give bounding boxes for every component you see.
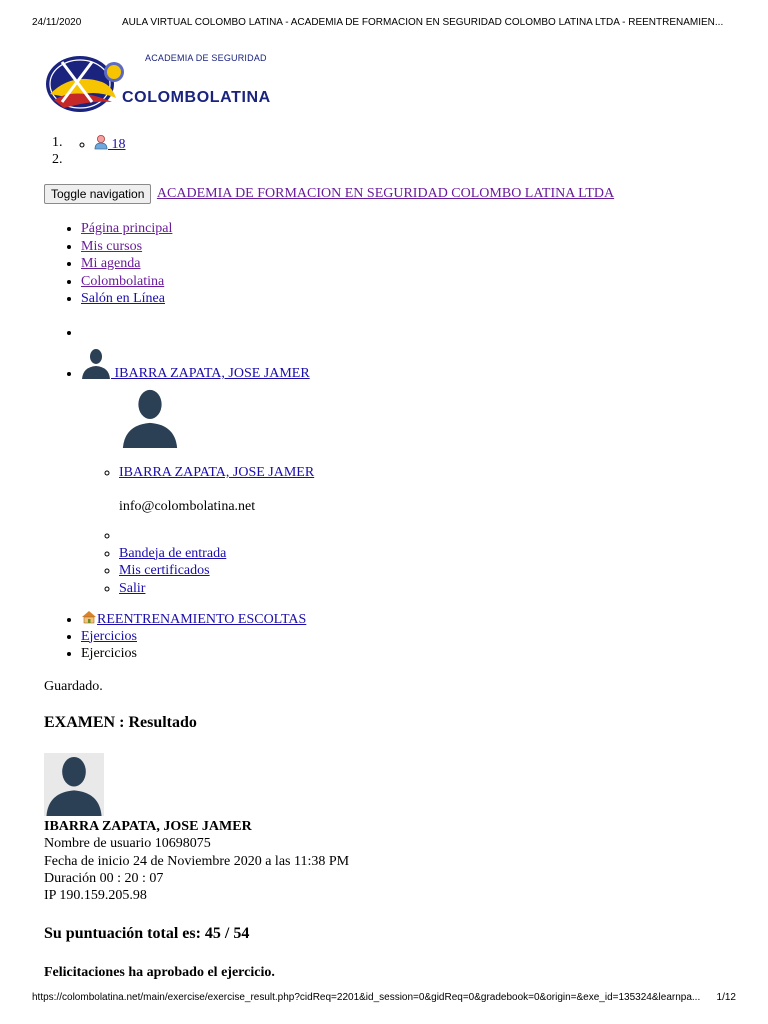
nav-link-home[interactable]: Página principal	[81, 221, 173, 236]
user-icon	[94, 134, 108, 150]
saved-message: Guardado.	[44, 679, 103, 694]
print-title: AULA VIRTUAL COLOMBO LATINA - ACADEMIA DE FORMACION EN SEGURIDAD COLOMBO LATINA LTDA - REENTRENAMIEN...	[122, 17, 724, 28]
nav-link-colombolatina[interactable]: Colombolatina	[81, 273, 165, 289]
user-card-name-link[interactable]: IBARRA ZAPATA, JOSE JAMER	[119, 465, 315, 480]
breadcrumb-current: • Ejercicios	[81, 645, 306, 663]
nav-item-colombolatina	[81, 273, 172, 291]
home-icon	[81, 610, 97, 624]
result-avatar	[44, 753, 104, 816]
logout-link[interactable]: Salir	[119, 580, 146, 596]
breadcrumb-exercises	[81, 628, 306, 646]
result-info	[44, 818, 349, 904]
user-dropdown-item-certificates	[119, 562, 701, 580]
user-menu-item	[81, 347, 701, 597]
top-menu-list	[44, 134, 126, 168]
breadcrumb	[44, 610, 306, 663]
site-title-link[interactable]: ACADEMIA DE FORMACION EN SEGURIDAD COLOMBO LATINA LTDA	[156, 186, 615, 201]
nav-item-courses	[81, 238, 172, 256]
user-menu-empty-item	[81, 324, 701, 341]
user-dropdown-item-logout	[119, 580, 701, 598]
user-avatar-icon	[81, 347, 111, 379]
nav-item-online-room	[81, 290, 172, 308]
brand-subtitle: ACADEMIA DE SEGURIDAD	[145, 53, 267, 63]
user-card-avatar	[119, 386, 181, 448]
breadcrumb-course-label: REENTRENAMIENTO ESCOLTAS	[97, 612, 307, 627]
main-nav	[44, 220, 172, 308]
user-dropdown	[81, 386, 701, 597]
inbox-link[interactable]: Bandeja de entrada	[119, 545, 227, 561]
print-date: 24/11/2020	[32, 17, 82, 28]
user-email: info@colombolatina.net	[119, 498, 256, 514]
notifications-item[interactable]	[94, 134, 126, 151]
result-username: Nombre de usuario 10698075	[44, 836, 211, 852]
academy-logo[interactable]	[42, 42, 132, 116]
breadcrumb-course	[81, 610, 306, 628]
brand-title: COLOMBOLATINA	[122, 89, 271, 106]
notifications-list	[66, 134, 126, 151]
nav-item-agenda	[81, 255, 172, 273]
breadcrumb-exercises-link[interactable]: Ejercicios	[81, 628, 137, 644]
result-start-date: Fecha de inicio 24 de Noviembre 2020 a las 11:38 PM	[44, 853, 350, 869]
certificates-link[interactable]: Mis certificados	[119, 563, 210, 578]
nav-link-online-room[interactable]: Salón en Línea	[81, 291, 165, 306]
total-score: Su puntuación total es: 45 / 54	[44, 925, 250, 942]
notifications-count: 18	[108, 137, 126, 152]
result-user-name: IBARRA ZAPATA, JOSE JAMER	[44, 819, 252, 834]
page-title: EXAMEN : Resultado	[44, 714, 197, 731]
pass-message: Felicitaciones ha aprobado el ejercicio.	[44, 965, 275, 980]
navbar	[44, 184, 614, 206]
user-dropdown-item-inbox	[119, 545, 701, 563]
toggle-navigation-button[interactable]: Toggle navigation	[44, 184, 151, 204]
breadcrumb-course-link[interactable]	[81, 612, 306, 627]
user-menu	[44, 324, 701, 597]
nav-item-home	[81, 220, 172, 238]
user-menu-name: IBARRA ZAPATA, JOSE JAMER	[111, 366, 310, 381]
avatar-icon	[119, 386, 181, 448]
nav-link-agenda[interactable]: Mi agenda	[81, 256, 141, 271]
user-menu-link[interactable]	[81, 366, 310, 381]
user-card	[119, 386, 701, 515]
print-url: https://colombolatina.net/main/exercise/exercise_result.php?cidReq=2201&id_session=0&gidReq=0&gradebook=0&origin=&exe_id=135324&learnpa...	[32, 992, 701, 1003]
top-menu-item-empty	[66, 151, 126, 168]
result-duration: Duración 00 : 20 : 07	[44, 870, 164, 886]
print-page-number: 1/12	[716, 992, 736, 1003]
result-ip: IP 190.159.205.98	[44, 888, 147, 904]
nav-link-courses[interactable]: Mis cursos	[81, 238, 143, 254]
user-dropdown-divider	[119, 527, 701, 545]
top-menu-item	[66, 134, 126, 151]
avatar-icon	[44, 753, 104, 816]
notifications-link[interactable]	[94, 137, 126, 152]
